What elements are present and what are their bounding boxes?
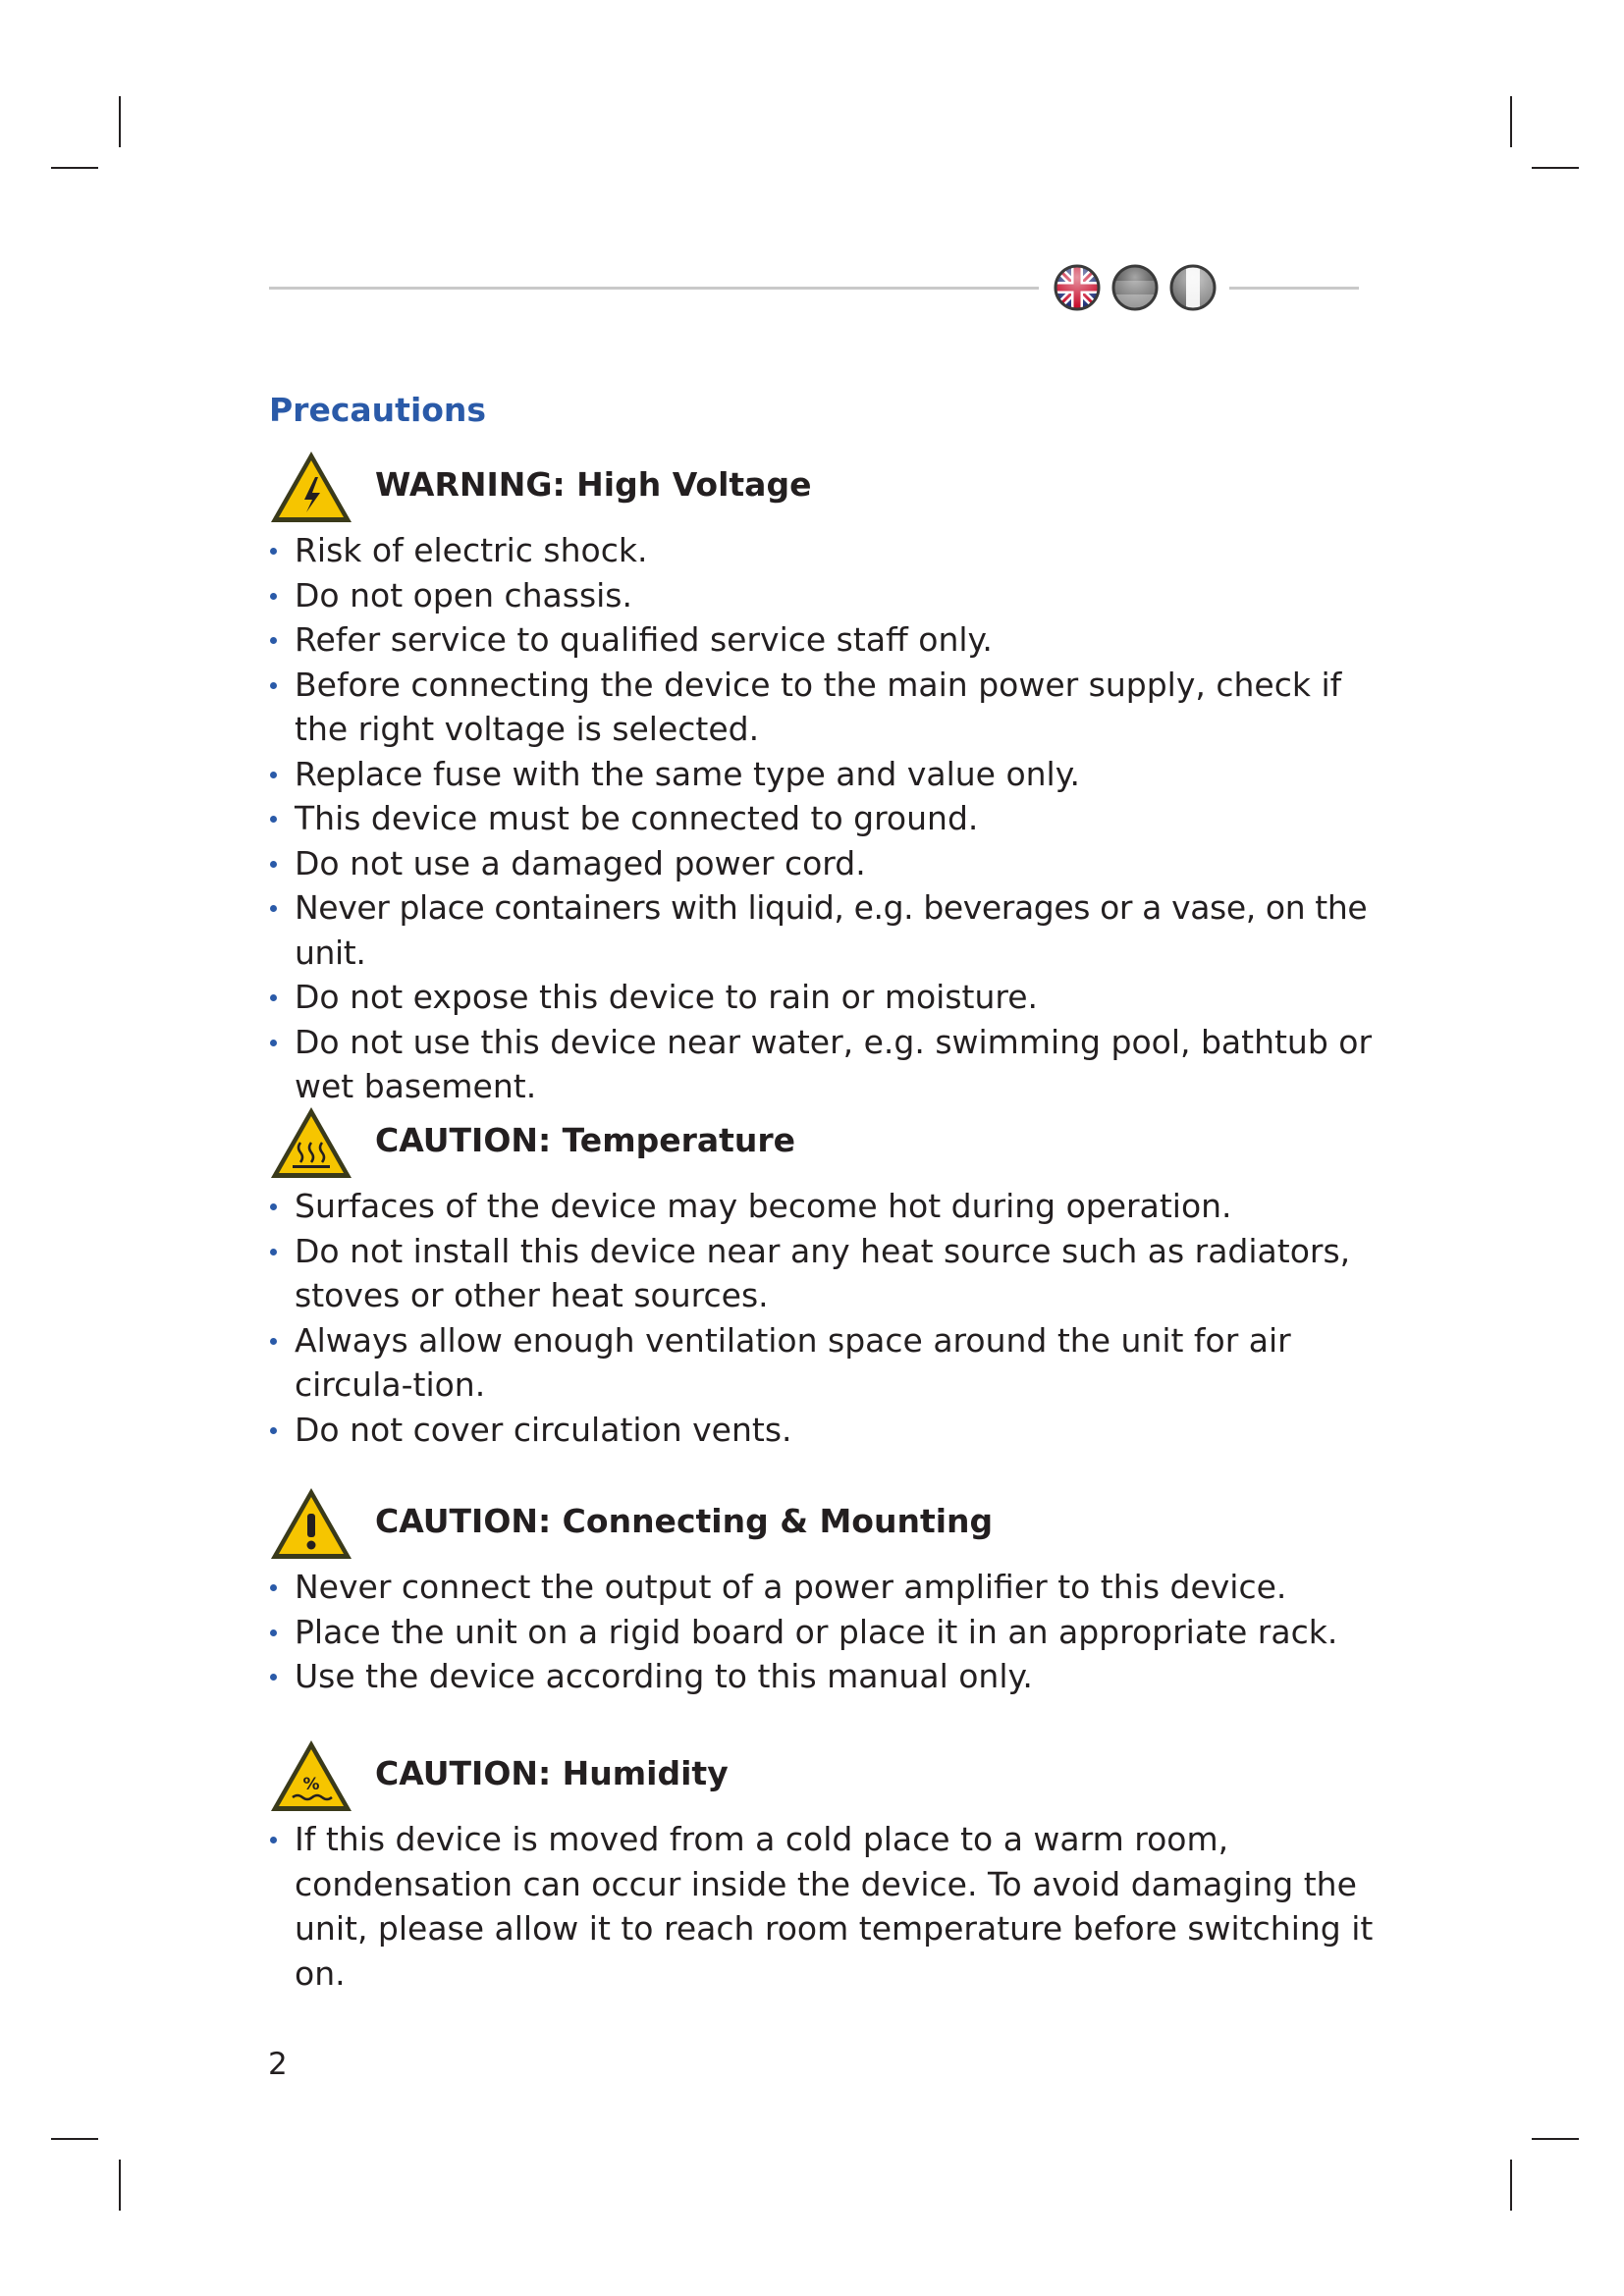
item-text: If this device is moved from a cold place to a warm room, condensation can occur inside the device. To avoid damaging the unit, please allow it to reach room temperature before switching it on. (295, 1820, 1374, 1993)
item-text: Always allow enough ventilation space around the unit for air circula-tion. (295, 1320, 1291, 1404)
list-item (267, 1408, 1396, 1453)
language-flags (1053, 263, 1218, 312)
item-text: Do not use this device near water, e.g. swimming pool, bathtub or wet basement. (295, 1022, 1373, 1105)
section-humidity (267, 1736, 1396, 1996)
list-item (267, 1318, 1396, 1408)
section-title: CAUTION: Temperature (375, 1121, 796, 1159)
item-text: Risk of electric shock. (295, 531, 648, 569)
bullet (270, 593, 277, 600)
uk-flag-icon[interactable] (1053, 263, 1102, 312)
item-text: Place the unit on a rigid board or place it in an appropriate rack. (295, 1612, 1338, 1651)
list-item (267, 1229, 1396, 1318)
item-text: This device must be connected to ground. (295, 799, 979, 837)
item-text: Do not install this device near any heat source such as radiators, stoves or other heat sources. (295, 1231, 1351, 1314)
bullet (270, 816, 277, 823)
bullet (270, 1203, 277, 1210)
section-high-voltage (267, 448, 1396, 1109)
section-header (267, 1484, 1396, 1565)
list-item (267, 885, 1396, 975)
list-item (267, 752, 1396, 797)
list-item (267, 841, 1396, 886)
item-text: Use the device according to this manual only. (295, 1657, 1033, 1695)
item-text: Do not expose this device to rain or moisture. (295, 978, 1039, 1016)
item-text: Replace fuse with the same type and value only. (295, 754, 1081, 793)
bullet (270, 1338, 277, 1345)
list-item (267, 1817, 1396, 1996)
page-title: Precautions (269, 391, 487, 429)
item-text: Do not open chassis. (295, 575, 632, 614)
list-item (267, 663, 1396, 752)
bullet (270, 1629, 277, 1636)
crop-mark (1510, 2160, 1512, 2211)
section-title: WARNING: High Voltage (375, 465, 812, 504)
list-item (267, 528, 1396, 573)
crop-mark (1532, 167, 1579, 169)
crop-mark (51, 2138, 98, 2140)
list-item (267, 1020, 1396, 1109)
high-voltage-warning-icon (267, 448, 355, 526)
item-text: Refer service to qualified service staff only. (295, 620, 993, 659)
crop-mark (119, 2160, 121, 2211)
section-title: CAUTION: Connecting & Mounting (375, 1502, 994, 1540)
bullet (270, 994, 277, 1001)
crop-mark (119, 96, 121, 147)
item-text: Do not cover circulation vents. (295, 1410, 792, 1449)
french-flag-icon[interactable] (1168, 263, 1218, 312)
hot-surface-warning-icon (267, 1103, 355, 1182)
list-item (267, 1610, 1396, 1655)
item-text: Surfaces of the device may become hot during operation. (295, 1187, 1232, 1225)
bullet (270, 1040, 277, 1046)
crop-mark (1532, 2138, 1579, 2140)
list-item (267, 617, 1396, 663)
section-title: CAUTION: Humidity (375, 1754, 729, 1792)
precaution-list (267, 1184, 1396, 1452)
bullet (270, 548, 277, 555)
bullet (270, 1427, 277, 1434)
precaution-list (267, 1817, 1396, 1996)
item-text: Do not use a damaged power cord. (295, 843, 866, 882)
bullet (270, 1837, 277, 1843)
section-connecting-mounting (267, 1484, 1396, 1699)
precaution-list (267, 528, 1396, 1109)
bullet (270, 861, 277, 868)
item-text: Before connecting the device to the main power supply, check if the right voltage is selected. (295, 665, 1342, 748)
bullet (270, 637, 277, 644)
bullet (270, 772, 277, 778)
list-item (267, 796, 1396, 841)
list-item (267, 1184, 1396, 1229)
list-item (267, 1565, 1396, 1610)
header-rule-left (269, 287, 1039, 290)
item-text: Never connect the output of a power amplifier to this device. (295, 1568, 1287, 1606)
section-header (267, 448, 1396, 528)
bullet (270, 1674, 277, 1681)
list-item (267, 1654, 1396, 1699)
list-item (267, 573, 1396, 618)
svg-text:%: % (302, 1775, 320, 1794)
list-item (267, 975, 1396, 1020)
crop-mark (51, 167, 98, 169)
precaution-list (267, 1565, 1396, 1699)
section-header (267, 1103, 1396, 1184)
bullet (270, 905, 277, 912)
humidity-warning-icon (267, 1736, 355, 1815)
section-header (267, 1736, 1396, 1817)
bullet (270, 1249, 277, 1255)
bullet (270, 1584, 277, 1591)
section-temperature (267, 1103, 1396, 1452)
german-flag-icon[interactable] (1111, 263, 1161, 312)
page-number: 2 (268, 2047, 288, 2082)
item-text: Never place containers with liquid, e.g. beverages or a vase, on the unit. (295, 888, 1368, 972)
bullet (270, 682, 277, 689)
general-warning-icon (267, 1484, 355, 1563)
header-rule-right (1229, 287, 1359, 290)
crop-mark (1510, 96, 1512, 147)
